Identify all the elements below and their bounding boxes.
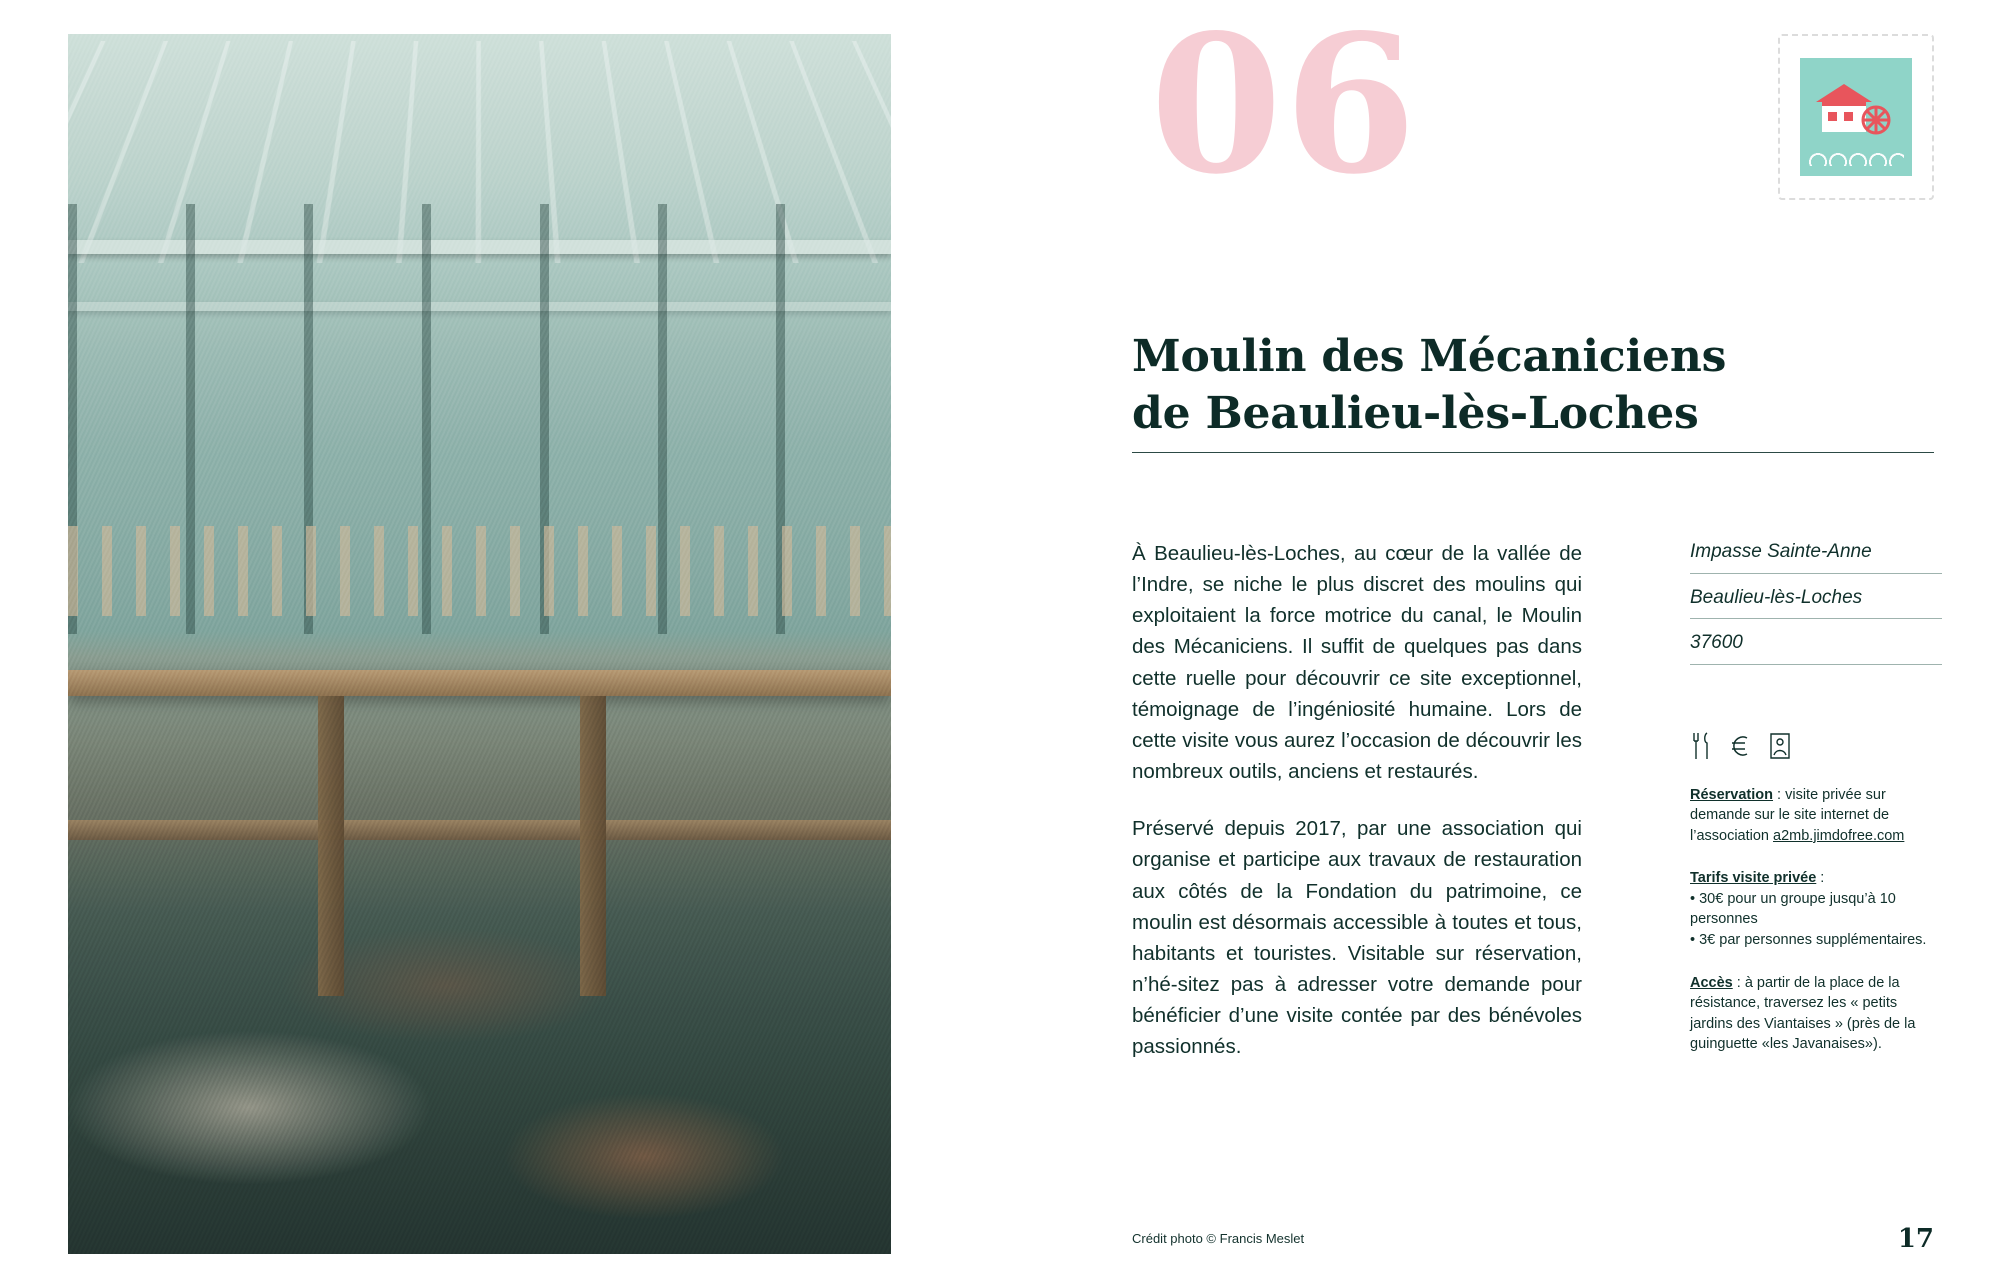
body-paragraph-2: Préservé depuis 2017, par une association qui organise et participe aux travaux de restauration aux côtés de la Fondation du patrimoine, ce moulin est désormais accessible à toutes et tous, habitants et touristes. Visitable sur réservation, n’hé-sitez pas à adresser votre demande pour bénéficier d’une visite contée par des bénévoles passionnés.: [1132, 817, 1582, 1059]
amenity-icons: [1690, 731, 1942, 761]
association-website-link[interactable]: a2mb.jimdofree.com: [1773, 827, 1905, 844]
stamp-water-waves: [1808, 148, 1904, 166]
page-title-line1: Moulin des Mécaniciens: [1132, 331, 1727, 383]
info-sidebar: [1690, 538, 1942, 1055]
euro-icon: [1728, 731, 1752, 761]
info-tarifs-item-1: • 30€ pour un groupe jusqu’à 10 personnes: [1690, 890, 1896, 928]
stamp-artwork: [1800, 58, 1912, 176]
title-divider: [1132, 452, 1934, 453]
address-line-3: 37600: [1690, 629, 1942, 665]
info-reservation: [1690, 785, 1942, 847]
photo-image: [68, 34, 891, 1254]
info-tarifs: [1690, 868, 1942, 950]
info-reservation-text: : visite privée sur demande sur le site internet de l’association: [1690, 786, 1890, 844]
info-tarifs-suffix: :: [1816, 870, 1825, 887]
stamp-illustration: [1778, 34, 1934, 200]
page-title: [1132, 329, 1772, 442]
restaurant-icon: [1690, 731, 1712, 761]
address-line-2: Beaulieu-lès-Loches: [1690, 584, 1942, 620]
info-acces-text: : à partir de la place de la résistance, traversez les « petits jardins des Viantaises » (près de la guinguette «les Javanaises»).: [1690, 974, 1916, 1053]
body-paragraph-1: À Beaulieu-lès-Loches, au cœur de la vallée de l’Indre, se niche le plus discret des moulins qui exploitaient la force motrice du canal, le Moulin des Mécaniciens. Il suffit de quelques pas dans cette ruelle pour découvrir ce site exceptionnel, témoignage de l’ingéniosité humaine. Lors de cette visite vous aurez l’occasion de découvrir les nombreux outils, anciens et restaurés.: [1132, 542, 1582, 784]
body-text: [1132, 538, 1582, 1063]
photo-credit: Crédit photo © Francis Meslet: [1132, 1231, 1305, 1246]
chapter-number: 06: [1150, 0, 1419, 216]
info-acces-label: Accès: [1690, 974, 1733, 991]
mill-house-icon: [1814, 82, 1892, 144]
feature-photo: [68, 34, 891, 1254]
page-number: 17: [1897, 1224, 1934, 1254]
guided-visit-icon: [1768, 731, 1792, 761]
address-line-1: Impasse Sainte-Anne: [1690, 538, 1942, 574]
info-tarifs-item-2: • 3€ par personnes supplémentaires.: [1690, 931, 1927, 948]
info-acces: [1690, 973, 1942, 1055]
info-tarifs-label: Tarifs visite privée: [1690, 870, 1817, 887]
photo-grain-overlay: [68, 34, 891, 1254]
page-title-line2: de Beaulieu-lès-Loches: [1132, 387, 1699, 439]
info-reservation-label: Réservation: [1690, 786, 1774, 803]
